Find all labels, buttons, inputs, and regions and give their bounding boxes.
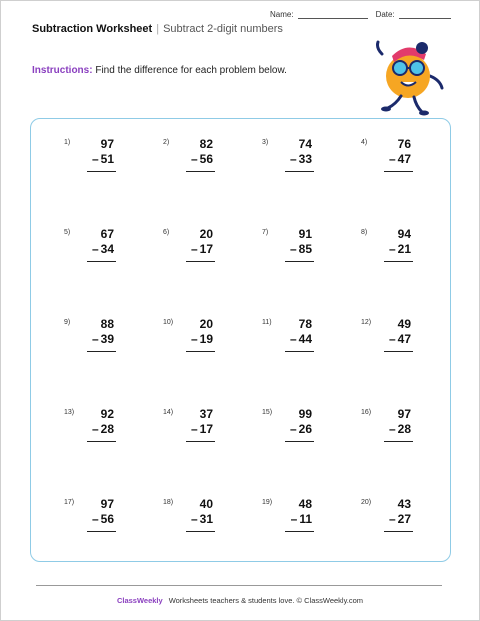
problem-number: 1) (64, 139, 71, 146)
subtraction-problem (64, 137, 124, 187)
subtrahend: 26 (298, 422, 312, 436)
problem-number: 16) (361, 409, 372, 416)
subtrahend: 17 (199, 422, 213, 436)
answer-line[interactable] (384, 441, 413, 442)
subtrahend: 51 (100, 152, 114, 166)
subtraction-problem (262, 497, 322, 547)
subtrahend: 33 (298, 152, 312, 166)
minuend: 99 (298, 407, 312, 421)
subtrahend-row (92, 332, 114, 346)
answer-line[interactable] (384, 261, 413, 262)
minus-sign: – (289, 152, 297, 166)
subtrahend: 56 (100, 512, 114, 526)
subtrahend: 27 (397, 512, 411, 526)
mascot-illustration (368, 36, 448, 116)
subtrahend-row (92, 242, 114, 256)
subtrahend: 34 (100, 242, 114, 256)
instructions-text: Find the difference for each problem below. (92, 65, 287, 76)
minuend: 48 (298, 497, 312, 511)
answer-line[interactable] (285, 351, 314, 352)
subtrahend-row (389, 242, 411, 256)
subtrahend-row (389, 422, 411, 436)
subtrahend-row (191, 422, 213, 436)
problem-box (30, 118, 451, 562)
problem-number: 5) (64, 229, 71, 236)
subtraction-problem (262, 317, 322, 367)
minuend: 88 (100, 317, 114, 331)
problem-number: 7) (262, 229, 269, 236)
minuend: 82 (199, 137, 213, 151)
answer-line[interactable] (87, 171, 116, 172)
subtraction-problem (262, 407, 322, 457)
subtraction-problem (361, 137, 421, 187)
subtrahend: 17 (199, 242, 213, 256)
subtrahend-row (389, 152, 411, 166)
answer-line[interactable] (186, 531, 215, 532)
date-line[interactable] (399, 8, 451, 19)
minuend: 94 (397, 227, 411, 241)
subtrahend: 28 (397, 422, 411, 436)
subtraction-problem (64, 407, 124, 457)
answer-line[interactable] (285, 171, 314, 172)
problem-number: 3) (262, 139, 269, 146)
minus-sign: – (190, 422, 198, 436)
subtrahend-row (291, 512, 312, 526)
minus-sign: – (190, 512, 198, 526)
worksheet-subtitle: Subtract 2-digit numbers (163, 23, 283, 35)
problem-number: 11) (262, 319, 272, 326)
minuend: 20 (199, 227, 213, 241)
problem-number: 13) (64, 409, 75, 416)
subtrahend: 85 (298, 242, 312, 256)
minus-sign: – (190, 242, 198, 256)
subtrahend-row (191, 152, 213, 166)
subtrahend-row (92, 422, 114, 436)
footer-text: Worksheets teachers & students love. © ClassWeekly.com (168, 596, 364, 605)
minus-sign: – (190, 332, 198, 346)
problem-number: 17) (64, 499, 75, 506)
problem-number: 6) (163, 229, 170, 236)
date-label: Date: (375, 10, 395, 19)
problem-number: 19) (262, 499, 273, 506)
subtrahend-row (389, 332, 411, 346)
minus-sign: – (190, 152, 198, 166)
problem-number: 12) (361, 319, 372, 326)
minus-sign: – (91, 512, 99, 526)
minus-sign: – (289, 242, 297, 256)
subtraction-problem (361, 497, 421, 547)
problem-number: 14) (163, 409, 174, 416)
answer-line[interactable] (186, 441, 215, 442)
instructions (32, 63, 292, 78)
answer-line[interactable] (384, 531, 413, 532)
subtraction-problem (262, 227, 322, 277)
minuend: 78 (298, 317, 312, 331)
minuend: 97 (100, 497, 114, 511)
answer-line[interactable] (285, 261, 314, 262)
name-label: Name: (270, 10, 294, 19)
minus-sign: – (289, 332, 297, 346)
minus-sign: – (388, 242, 396, 256)
subtrahend-row (191, 242, 213, 256)
subtrahend: 56 (199, 152, 213, 166)
worksheet-title-row (32, 23, 283, 35)
minus-sign: – (91, 242, 99, 256)
answer-line[interactable] (285, 441, 314, 442)
subtrahend: 21 (397, 242, 411, 256)
answer-line[interactable] (87, 531, 116, 532)
problem-number: 8) (361, 229, 368, 236)
problem-number: 2) (163, 139, 170, 146)
problem-number: 10) (163, 319, 174, 326)
subtraction-problem (361, 317, 421, 367)
minuend: 97 (397, 407, 411, 421)
problem-number: 4) (361, 139, 368, 146)
subtrahend: 47 (397, 152, 411, 166)
answer-line[interactable] (384, 171, 413, 172)
worksheet-title: Subtraction Worksheet (32, 23, 153, 35)
title-separator: | (156, 23, 160, 35)
subtrahend: 39 (100, 332, 114, 346)
minuend: 92 (100, 407, 114, 421)
answer-line[interactable] (384, 351, 413, 352)
answer-line[interactable] (285, 531, 314, 532)
minuend: 20 (199, 317, 213, 331)
subtrahend: 19 (199, 332, 213, 346)
subtrahend-row (389, 512, 411, 526)
answer-line[interactable] (87, 441, 116, 442)
minuend: 91 (298, 227, 312, 241)
minuend: 40 (199, 497, 213, 511)
minus-sign: – (290, 512, 298, 526)
minuend: 74 (298, 137, 312, 151)
minus-sign: – (91, 332, 99, 346)
footer-brand[interactable]: ClassWeekly (116, 596, 163, 605)
subtraction-problem (163, 137, 223, 187)
instructions-label: Instructions: (32, 65, 93, 76)
minus-sign: – (388, 152, 396, 166)
footer (0, 596, 480, 605)
problem-number: 9) (64, 319, 71, 326)
subtrahend: 28 (100, 422, 114, 436)
problem-number: 15) (262, 409, 273, 416)
answer-line[interactable] (87, 351, 116, 352)
name-date-fields (270, 8, 451, 19)
subtrahend-row (92, 152, 114, 166)
subtrahend-row (92, 512, 114, 526)
minus-sign: – (388, 512, 396, 526)
minuend: 43 (397, 497, 411, 511)
subtraction-problem (361, 227, 421, 277)
subtrahend: 11 (299, 512, 312, 526)
subtraction-problem (163, 227, 223, 277)
answer-line[interactable] (186, 351, 215, 352)
subtrahend-row (290, 422, 312, 436)
name-line[interactable] (298, 8, 368, 19)
subtrahend-row (191, 332, 213, 346)
subtrahend-row (290, 242, 312, 256)
subtrahend: 47 (397, 332, 411, 346)
answer-line[interactable] (87, 261, 116, 262)
subtraction-problem (163, 497, 223, 547)
minus-sign: – (91, 152, 99, 166)
minus-sign: – (388, 422, 396, 436)
subtrahend: 44 (298, 332, 312, 346)
minuend: 37 (199, 407, 213, 421)
subtraction-problem (361, 407, 421, 457)
answer-line[interactable] (186, 261, 215, 262)
minuend: 49 (397, 317, 411, 331)
problem-number: 20) (361, 499, 372, 506)
subtraction-problem (64, 497, 124, 547)
problem-number: 18) (163, 499, 174, 506)
subtrahend-row (290, 152, 312, 166)
minus-sign: – (388, 332, 396, 346)
subtrahend-row (191, 512, 213, 526)
subtraction-problem (163, 407, 223, 457)
minuend: 97 (100, 137, 114, 151)
minus-sign: – (289, 422, 297, 436)
footer-divider (36, 585, 442, 586)
subtraction-problem (262, 137, 322, 187)
subtrahend-row (290, 332, 312, 346)
subtrahend: 31 (199, 512, 213, 526)
minuend: 76 (397, 137, 411, 151)
minuend: 67 (100, 227, 114, 241)
answer-line[interactable] (186, 171, 215, 172)
subtraction-problem (163, 317, 223, 367)
minus-sign: – (91, 422, 99, 436)
subtraction-problem (64, 317, 124, 367)
subtraction-problem (64, 227, 124, 277)
